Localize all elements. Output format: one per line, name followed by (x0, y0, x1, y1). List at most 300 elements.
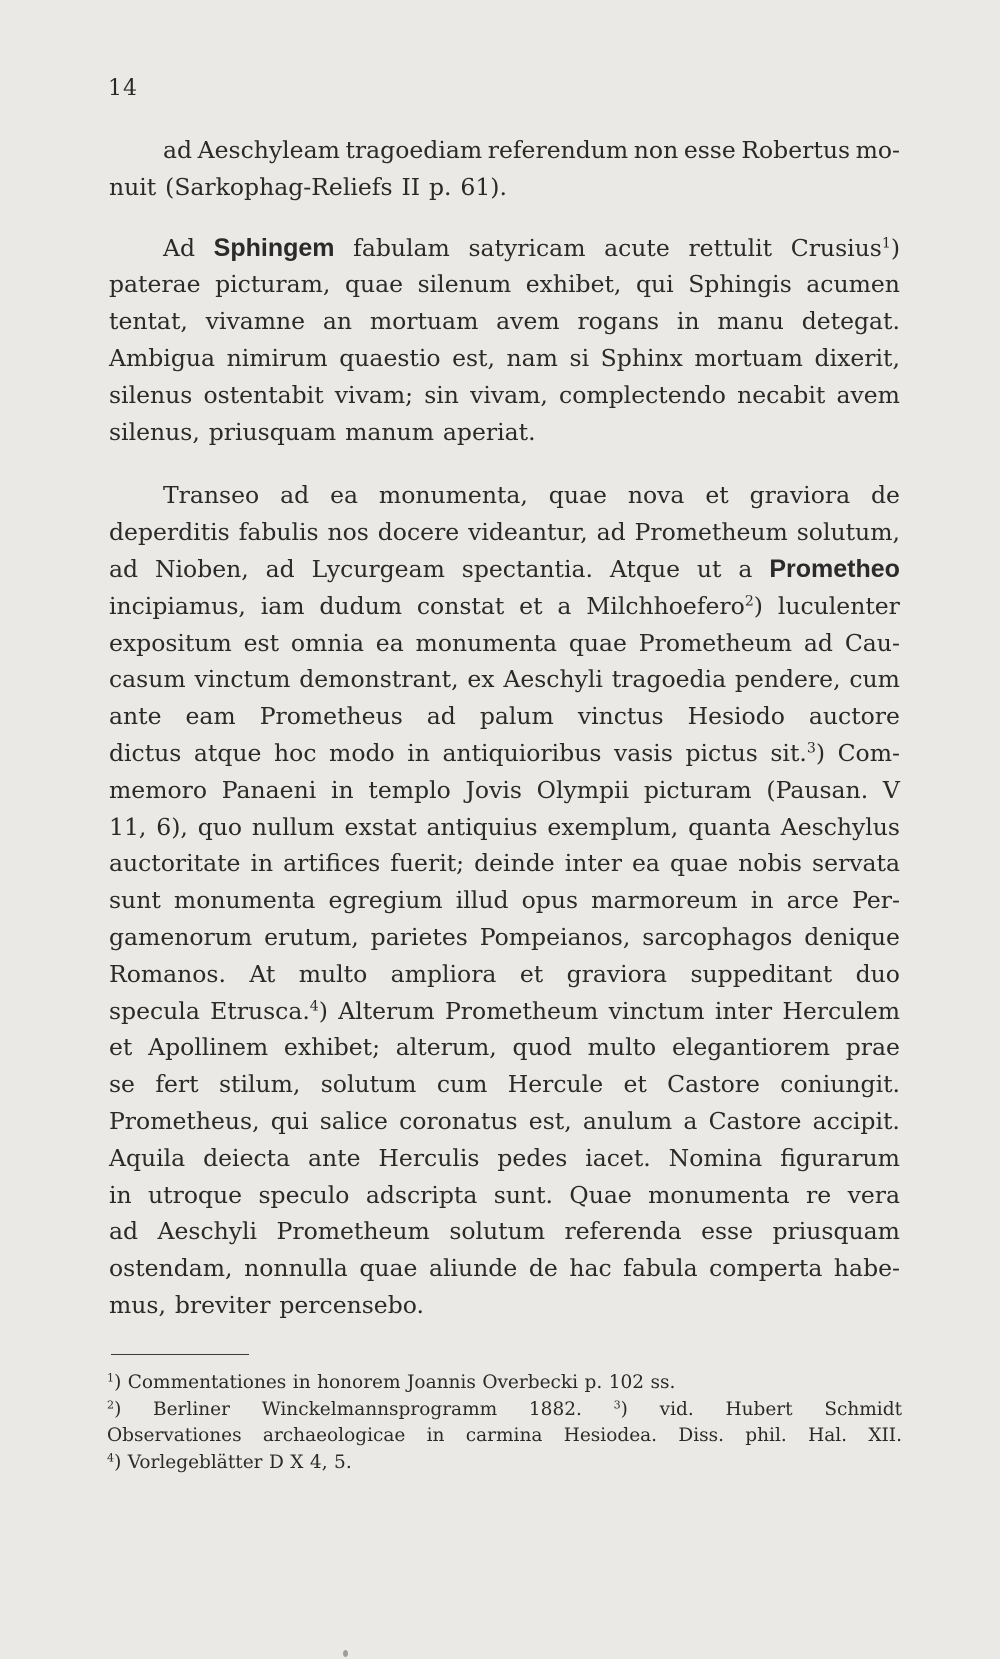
word: parietes (370, 922, 468, 951)
footnote-ref: 4 (309, 998, 319, 1015)
footnote-rule (111, 1354, 249, 1355)
word: 1882. (528, 1398, 582, 1420)
footnote-number (107, 1372, 121, 1393)
word: in (109, 1180, 132, 1209)
word: phil. (745, 1425, 787, 1446)
word: quae (568, 628, 627, 657)
word: modo (329, 738, 395, 767)
footnote-line (107, 1452, 902, 1479)
ink-smudge (343, 1650, 348, 1657)
word: Prometheus, (109, 1106, 260, 1135)
word: iacet. (585, 1143, 651, 1172)
footnote-number (107, 1452, 121, 1473)
word: manum (345, 417, 434, 446)
word: tragoedia (611, 665, 727, 694)
word: fabulam (353, 233, 450, 262)
word: cum (849, 665, 900, 694)
word: Romanos. (109, 959, 226, 988)
footnote-marker-word (791, 234, 900, 262)
word: qui (270, 1106, 309, 1135)
text-line (109, 886, 900, 923)
word: monumenta (173, 886, 316, 915)
footnote-ref: 3 (613, 1397, 621, 1411)
word: priusquam (772, 1217, 900, 1246)
word: solutum, (796, 518, 900, 547)
text-line (109, 592, 900, 629)
word: graviora (749, 481, 851, 510)
word: Berliner (153, 1398, 230, 1420)
word: quod (512, 1033, 572, 1062)
word: At (249, 959, 276, 988)
word: Com- (837, 738, 900, 767)
word: non (633, 136, 679, 164)
word: specula (109, 996, 200, 1025)
word: paterae (109, 270, 201, 299)
word: adscripta (365, 1180, 478, 1209)
word: accipit. (812, 1106, 900, 1135)
word: fabulis (238, 518, 319, 547)
word: sunt. (493, 1180, 554, 1209)
word: breviter (174, 1290, 271, 1319)
word: et (109, 1033, 133, 1062)
word: a (557, 591, 572, 620)
word: esse (683, 136, 736, 164)
word: egregium (328, 886, 443, 915)
word: p. (584, 1372, 603, 1393)
word: nos (327, 518, 369, 547)
word: Atque (609, 554, 680, 583)
word: sarcophagos (642, 922, 793, 951)
word: vivam, (470, 380, 548, 409)
text-line (109, 1033, 900, 1070)
word: silenus (109, 380, 193, 409)
word: Milchhoefero (586, 591, 745, 620)
word: 11, (109, 812, 147, 841)
word: picturam, (215, 270, 331, 299)
word: Aeschyleam (197, 136, 340, 164)
word: in (750, 886, 774, 915)
word: comperta (709, 1254, 823, 1283)
word: archaeologicae (262, 1425, 406, 1446)
footnote-marker-word (210, 997, 328, 1025)
text-line (109, 518, 900, 555)
paragraph-gap (109, 454, 900, 481)
word: ea (375, 628, 404, 657)
word: in (407, 738, 430, 767)
word: rogans (577, 307, 660, 336)
word: fabula (623, 1254, 698, 1283)
word: quanta (688, 812, 771, 841)
word: illud (455, 886, 509, 915)
word: arce (786, 886, 839, 915)
word: quae (548, 481, 607, 510)
text-line (109, 923, 900, 960)
word: hoc (274, 738, 317, 767)
text-line (109, 136, 900, 173)
word: quo (197, 812, 243, 841)
footnote-ref: 1 (107, 1371, 115, 1385)
word: figurarum (780, 1143, 900, 1172)
word: Nioben, (154, 554, 249, 583)
word: pendere, (734, 665, 841, 694)
word: ad (280, 481, 310, 510)
word: priusquam (208, 417, 337, 446)
text-line (109, 307, 900, 344)
word: eam (185, 702, 236, 731)
footnote-line (107, 1372, 902, 1399)
word: et (705, 481, 729, 510)
word: ostentabit (203, 380, 324, 409)
footnotes (107, 1372, 902, 1478)
word: auctore (808, 702, 900, 731)
word: nuit (109, 172, 157, 201)
body-text (109, 136, 900, 1328)
text-line (109, 629, 900, 666)
word: alterum, (395, 1033, 497, 1062)
word: in (250, 849, 274, 878)
word: in (676, 307, 700, 336)
text-line (109, 234, 900, 271)
word: ex (467, 665, 495, 694)
word: nova (627, 481, 685, 510)
word: nimirum (226, 343, 328, 372)
paragraph-gap (109, 210, 900, 234)
word: ad (596, 518, 626, 547)
word: Cau- (844, 628, 900, 657)
word: quae (669, 849, 729, 878)
text-line (109, 344, 900, 381)
word: Castore (667, 1070, 760, 1099)
word: constat (416, 591, 505, 620)
word: salice (319, 1106, 388, 1135)
word: quae (359, 1254, 418, 1283)
word: Robertus (741, 136, 851, 164)
word: in (426, 1425, 445, 1446)
word: ad (109, 554, 139, 583)
word: artifices (283, 849, 381, 878)
word: atque (193, 738, 262, 767)
word: 102 (608, 1372, 644, 1393)
word: vivamne (205, 307, 306, 336)
word: Vorlegeblätter (127, 1451, 263, 1473)
word: 4, (309, 1451, 328, 1473)
word: V (882, 775, 900, 804)
word: luculenter (777, 591, 900, 620)
word: ad (803, 628, 833, 657)
word: ea (330, 481, 358, 510)
word: re (806, 1180, 832, 1209)
paragraph (109, 234, 900, 455)
word: Schmidt (824, 1398, 902, 1420)
word: fert (155, 1070, 199, 1099)
word: pictus (685, 738, 758, 767)
footnote-ref: 4 (107, 1450, 115, 1464)
word: tragoediam (345, 136, 483, 164)
word: Aeschylus (780, 812, 900, 841)
word: tentat, (109, 307, 188, 336)
word: coronatus (399, 1106, 518, 1135)
bold-word: Prometheo (769, 554, 900, 583)
page-number: 14 (108, 76, 138, 101)
word: est (243, 628, 280, 657)
word: et (519, 959, 544, 988)
word: percensebo. (279, 1290, 424, 1319)
word: ante (109, 702, 162, 731)
footnote-number (614, 1399, 628, 1420)
word: multo (587, 1033, 657, 1062)
word: denique (804, 922, 900, 951)
word: mortuam (694, 343, 803, 372)
word: ostendam, (109, 1254, 233, 1283)
word: Crusius (790, 233, 882, 262)
word: monumenta (415, 628, 558, 657)
word: gamenorum (109, 922, 253, 951)
footnote-line (107, 1399, 902, 1426)
word: Observationes (107, 1425, 242, 1446)
footnote-ref: 1 (881, 235, 891, 252)
word: Castore (708, 1106, 802, 1135)
word: Herculem (782, 996, 900, 1025)
word: satyricam (468, 233, 586, 262)
word: Prometheum (276, 1217, 430, 1246)
word: aliunde (429, 1254, 518, 1283)
word: antiquioribus (442, 738, 602, 767)
word: Prometheus (259, 702, 403, 731)
word: silenus, (109, 417, 200, 446)
word: auctoritate (109, 849, 241, 878)
word: ss. (650, 1372, 676, 1393)
word: se (109, 1070, 135, 1099)
text-line (109, 1217, 900, 1254)
word: Aeschyli (503, 665, 603, 694)
word: demonstrant, (299, 665, 459, 694)
footnote-paren: ) (114, 1451, 122, 1473)
word: de (871, 481, 900, 510)
footnote-paren: ) (114, 1372, 122, 1393)
word: multo (298, 959, 368, 988)
word: II (401, 172, 421, 201)
word: vivam; (334, 380, 414, 409)
word: ampliora (390, 959, 497, 988)
word: pedes (497, 1143, 568, 1172)
word: Hubert (725, 1398, 793, 1420)
text-line (109, 960, 900, 997)
footnote-marker-word (586, 592, 763, 620)
word: p. (428, 172, 452, 201)
footnote-paren: ) (753, 591, 763, 620)
word: vinctum (194, 665, 291, 694)
word: utroque (148, 1180, 243, 1209)
word: in (292, 1372, 311, 1393)
word: 5. (334, 1451, 352, 1473)
word: deinde (474, 849, 555, 878)
word: X (290, 1451, 304, 1473)
footnote-marker-word (770, 739, 825, 767)
word: servata (812, 849, 900, 878)
word: a (738, 554, 753, 583)
word: speculo (258, 1180, 350, 1209)
footnote-ref: 2 (744, 593, 754, 610)
word: Transeo (163, 481, 260, 510)
word: an (322, 307, 353, 336)
bold-word: Sphingem (213, 233, 335, 262)
word: anulum (582, 1106, 673, 1135)
word: Hercule (507, 1070, 604, 1099)
word: Quae (569, 1180, 632, 1209)
word: nonnulla (244, 1254, 348, 1283)
word: referendum (487, 136, 629, 164)
word: Lycurgeam (311, 554, 445, 583)
word: et (623, 1070, 647, 1099)
word: a (683, 1106, 698, 1135)
word: suppeditant (690, 959, 833, 988)
word: nullum (251, 812, 335, 841)
text-line (109, 1070, 900, 1107)
word: duo (855, 959, 900, 988)
word: necabit (737, 380, 826, 409)
word: est, (452, 343, 495, 372)
word: coniungit. (780, 1070, 900, 1099)
text-line (109, 997, 900, 1034)
word: de (528, 1254, 558, 1283)
word: avem (496, 307, 560, 336)
word: solutum (449, 1217, 546, 1246)
word: graviora (566, 959, 668, 988)
word: detegat. (801, 307, 900, 336)
text-line (109, 1254, 900, 1291)
word: Olympii (536, 775, 630, 804)
text-line (109, 381, 900, 418)
word: antiquius (426, 812, 538, 841)
footnote-ref: 3 (806, 740, 816, 757)
text-line (109, 702, 900, 739)
word: habe- (833, 1254, 900, 1283)
word: hac (569, 1254, 612, 1283)
word: opus (521, 886, 579, 915)
word: si (569, 343, 590, 372)
word: mo- (855, 136, 900, 164)
text-line (109, 1144, 900, 1181)
word: palum (479, 702, 554, 731)
word: monumenta (648, 1180, 790, 1209)
word: Jovis (465, 775, 522, 804)
text-line (109, 418, 900, 455)
word: XII. (868, 1425, 902, 1446)
word: Hesiodea. (563, 1425, 658, 1446)
text-line (109, 813, 900, 850)
word: casum (109, 665, 186, 694)
word: expositum (109, 628, 232, 657)
word: Sphingis (688, 270, 792, 299)
word: sin (424, 380, 459, 409)
word: dictus (109, 738, 182, 767)
footnote-paren: ) (114, 1398, 122, 1420)
word: (Sarkophag-Reliefs (165, 172, 393, 201)
text-line (109, 173, 900, 210)
word: ad (109, 1217, 139, 1246)
word: est, (528, 1106, 572, 1135)
word: vera (847, 1180, 900, 1209)
word: omnia (290, 628, 364, 657)
footnote-paren: ) (890, 233, 900, 262)
word: exhibet; (283, 1033, 381, 1062)
word: sit. (770, 738, 807, 767)
word: deperditis (109, 518, 230, 547)
word: videantur, (468, 518, 588, 547)
text-line (109, 665, 900, 702)
word: sunt (109, 886, 161, 915)
word: inter (714, 996, 773, 1025)
word: iam (260, 591, 305, 620)
word: deiecta (203, 1143, 291, 1172)
word: prae (845, 1033, 900, 1062)
text-line (109, 270, 900, 307)
word: monumenta, (378, 481, 528, 510)
word: honorem (317, 1372, 401, 1393)
word: in (331, 775, 354, 804)
word: qui (635, 270, 674, 299)
word: mortuam (369, 307, 479, 336)
word: dudum (319, 591, 403, 620)
word: Herculis (378, 1143, 480, 1172)
word: fuerit; (390, 849, 465, 878)
word: Ad (163, 233, 196, 262)
word: acumen (806, 270, 900, 299)
word: erutum, (264, 922, 359, 951)
text-line (109, 776, 900, 813)
word: Ambigua (109, 343, 216, 372)
word: elegantiorem (671, 1033, 830, 1062)
word: Joannis (407, 1372, 476, 1393)
word: Prometheum (638, 628, 793, 657)
text-line (109, 1181, 900, 1218)
word: solutum (320, 1070, 417, 1099)
word: esse (701, 1217, 753, 1246)
word: vinctus (577, 702, 664, 731)
word: Hal. (808, 1425, 848, 1446)
word: templo (368, 775, 451, 804)
footnote-paren: ) (318, 996, 328, 1025)
word: marmoreum (591, 886, 738, 915)
text-line (109, 555, 900, 592)
word: stilum, (218, 1070, 301, 1099)
word: Overbecki (482, 1372, 579, 1393)
word: docere (377, 518, 460, 547)
word: Alterum (338, 996, 435, 1025)
word: avem (836, 380, 900, 409)
word: vasis (613, 738, 673, 767)
text-line (109, 1107, 900, 1144)
word: memoro (109, 775, 208, 804)
word: incipiamus, (109, 591, 246, 620)
word: ad (163, 136, 193, 164)
word: D (268, 1451, 284, 1473)
word: Hesiodo (687, 702, 785, 731)
word: Prometheum (634, 518, 788, 547)
word: Apollinem (148, 1033, 269, 1062)
word: ea (631, 849, 660, 878)
word: ante (308, 1143, 361, 1172)
word: Aeschyli (157, 1217, 258, 1246)
word: Nomina (668, 1143, 763, 1172)
word: Panaeni (221, 775, 317, 804)
word: exhibet, (525, 270, 622, 299)
word: nam (506, 343, 558, 372)
word: ad (265, 554, 295, 583)
word: Pompeianos, (479, 922, 631, 951)
word: carmina (465, 1425, 543, 1446)
word: inter (564, 849, 622, 878)
